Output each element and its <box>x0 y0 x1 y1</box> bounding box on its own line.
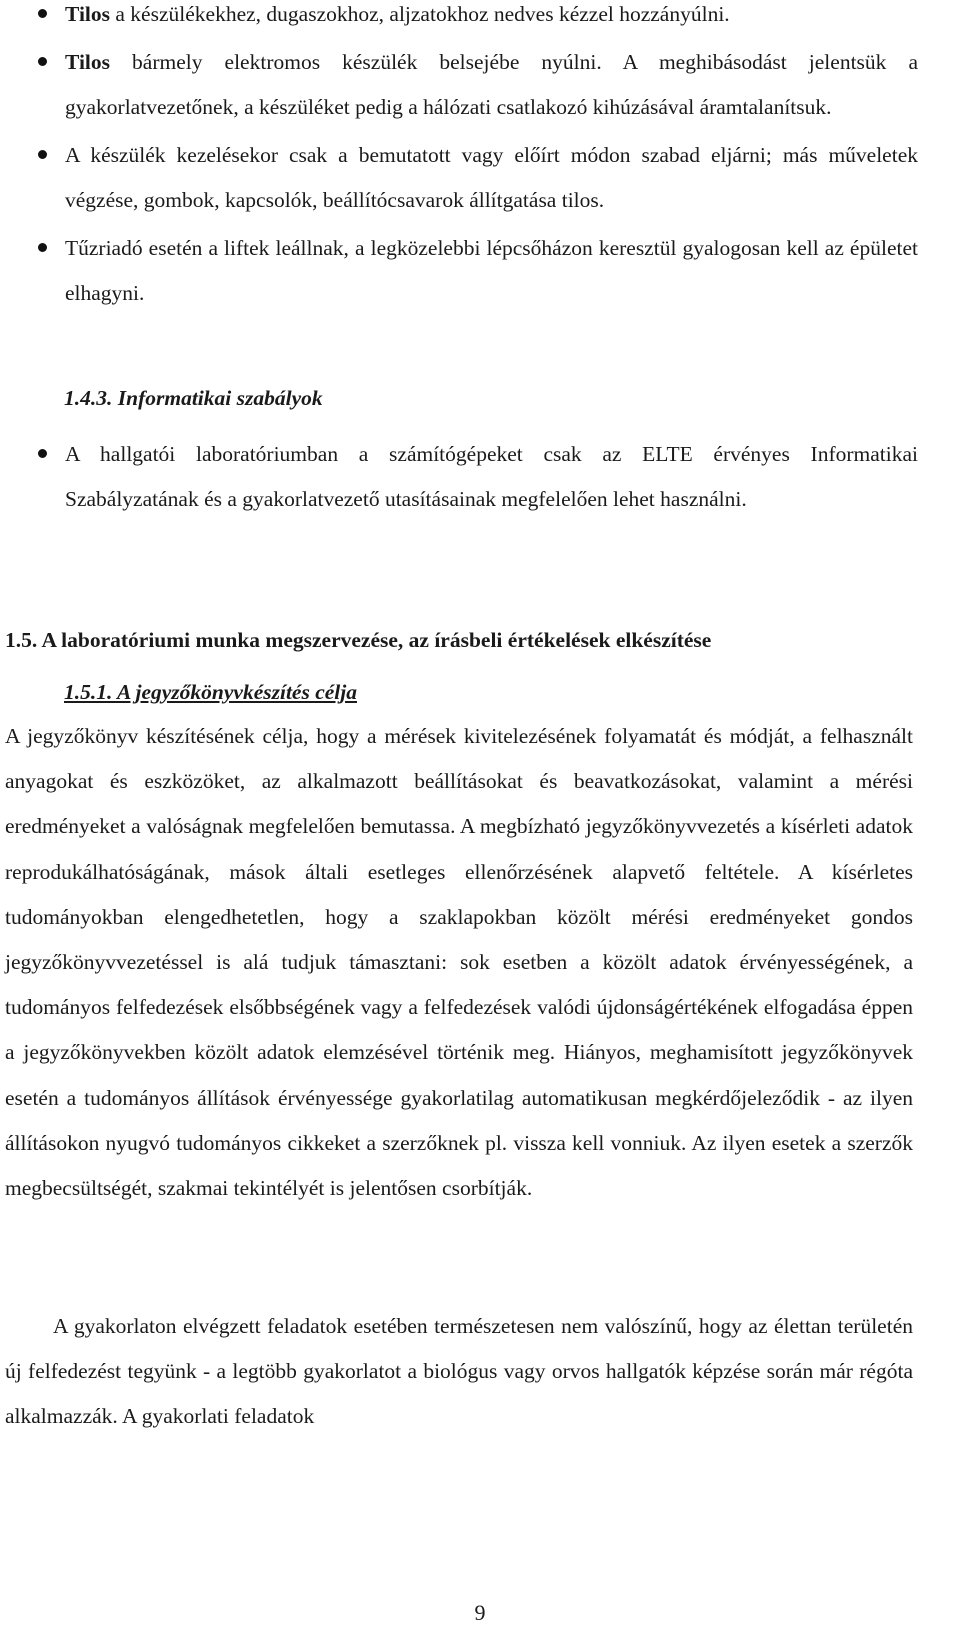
section-heading-1-4-3: 1.4.3. Informatikai szabályok <box>64 386 323 410</box>
list-item <box>38 226 918 316</box>
bullet-icon <box>38 57 47 66</box>
rule-keyword: Tilos <box>65 2 111 26</box>
bullet-icon <box>38 243 47 252</box>
list-item <box>38 0 918 37</box>
safety-rules-list <box>38 0 918 316</box>
list-item <box>38 133 918 223</box>
rule-text: A készülék kezelésekor csak a bemutatott vagy előírt módon szabad eljárni; más műveletek végzése, gombok, kapcsolók, beállítócsavarok állítgatása tilos. <box>65 143 918 212</box>
bullet-icon <box>38 150 47 159</box>
section-heading-1-5: 1.5. A laboratóriumi munka megszervezése, az írásbeli értékelések elkészítése <box>5 628 712 652</box>
paragraph-purpose: A jegyzőkönyv készítésének célja, hogy a mérések kivitelezésének folyamatát és módját, a felhasznált anyagokat és eszközöket, az alkalmazott beállításokat és beavatkozásokat, valamint a mérési eredményeket a valóságnak megfelelően bemutassa. A megbízható jegyzőkönyvvezetés a kísérleti adatok reprodukálhatóságának, mások általi esetleges ellenőrzésének alapvető feltétele. A kísérletes tudományokban elengedhetetlen, hogy a szaklapokban közölt mérési eredményeket gondos jegyzőkönyvvezetéssel is alá tudjuk támasztani: sok esetben a közölt adatok érvényességének, a tudományos felfedezések elsőbbségének vagy a felfedezések valódi újdonságértékének elfogadása éppen a jegyzőkönyvekben közölt adatok elemzésével történik meg. Hiányos, meghamisított jegyzőkönyvek esetén a tudományos állítások érvényessége gyakorlatilag automatikusan megkérdőjeleződik - az ilyen állításokon nyugvó tudományos cikkeket a szerzőknek pl. vissza kell vonniuk. Az ilyen esetek a szerzők megbecsültségét, szakmai tekintélyét is jelentősen csorbítják. <box>5 724 913 1201</box>
page-number: 9 <box>474 1600 486 1625</box>
paragraph-practice: A gyakorlaton elvégzett feladatok esetében természetesen nem valószínű, hogy az élettan területén új felfedezést tegyünk - a legtöbb gyakorlatot a biológus vagy orvos hallgatók képzése során már régóta alkalmazzák. A gyakorlati feladatok <box>5 1314 913 1429</box>
rule-keyword: Tilos <box>65 50 111 74</box>
list-item <box>38 432 918 522</box>
informatics-rules-list <box>38 432 918 522</box>
list-item <box>38 40 918 130</box>
rule-text: Tűzriadó esetén a liftek leállnak, a legközelebbi lépcsőházon keresztül gyalogosan kell az épületet elhagyni. <box>65 236 918 305</box>
rule-text: a készülékekhez, dugaszokhoz, aljzatokhoz nedves kézzel hozzányúlni. <box>110 2 730 26</box>
section-heading-1-5-1: 1.5.1. A jegyzőkönyvkészítés célja <box>64 680 357 704</box>
bullet-icon <box>38 9 47 18</box>
rule-text: bármely elektromos készülék belsejébe nyúlni. A meghibásodást jelentsük a gyakorlatvezetőnek, a készüléket pedig a hálózati csatlakozó kihúzásával áramtalanítsuk. <box>65 50 918 119</box>
bullet-icon <box>38 449 47 458</box>
rule-text: A hallgatói laboratóriumban a számítógépeket csak az ELTE érvényes Informatikai Szabályzatának és a gyakorlatvezető utasításainak megfelelően lehet használni. <box>65 442 918 511</box>
